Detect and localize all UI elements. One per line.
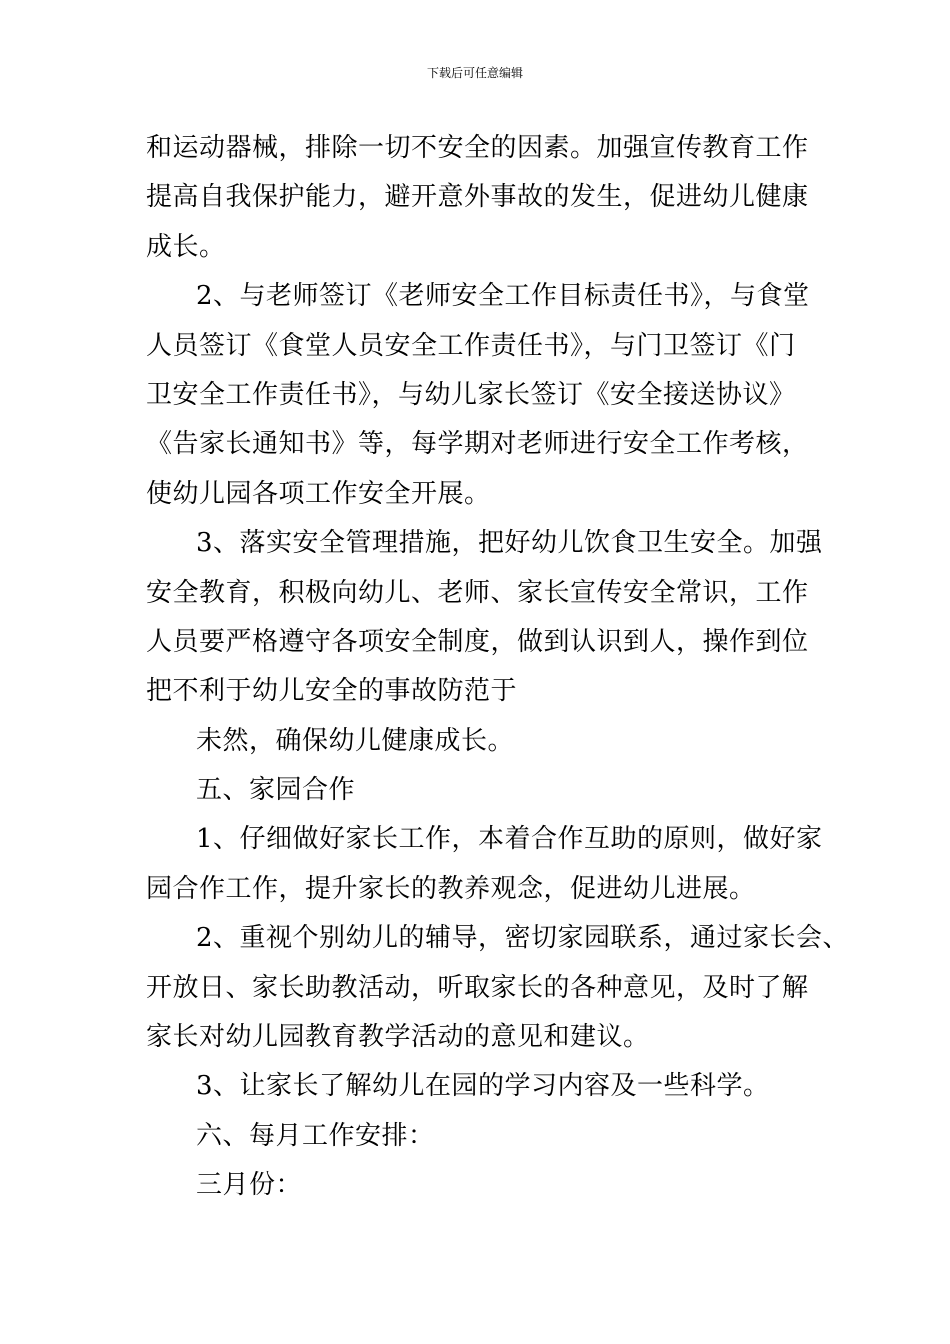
text-line: 成长。 xyxy=(146,231,226,262)
text-line: 开放日、家长助教活动，听取家长的各种意见，及时了解 xyxy=(146,972,809,1003)
text-line: 园合作工作，提升家长的教养观念，促进幼儿进展。 xyxy=(146,873,756,904)
text-line: 《告家长通知书》等，每学期对老师进行安全工作考核， xyxy=(146,429,809,460)
paragraph-item-2: 2、与老师签订《老师安全工作目标责任书》，与食堂 xyxy=(196,281,810,312)
text-line: 使幼儿园各项工作安全开展。 xyxy=(146,478,491,509)
paragraph-item-3: 3、让家长了解幼儿在园的学习内容及一些科学。 xyxy=(196,1071,770,1102)
text-line: 卫安全工作责任书》，与幼儿家长签订《安全接送协议》 xyxy=(146,379,796,410)
month-heading: 三月份： xyxy=(196,1170,303,1201)
section-heading-5: 五、家园合作 xyxy=(196,775,356,806)
text-line: 未然，确保幼儿健康成长。 xyxy=(196,725,515,756)
paragraph-item-1: 1、仔细做好家长工作，本着合作互助的原则，做好家 xyxy=(196,824,823,855)
paragraph-item-2: 2、重视个别幼儿的辅导，密切家园联系，通过家长会、 xyxy=(196,923,850,954)
text-line: 提高自我保护能力，避开意外事故的发生，促进幼儿健康 xyxy=(146,182,809,213)
document-body xyxy=(146,124,850,1211)
text-line: 人员要严格遵守各项安全制度，做到认识到人，操作到位 xyxy=(146,626,809,657)
section-heading-6: 六、每月工作安排： xyxy=(196,1120,435,1151)
text-line: 和运动器械，排除一切不安全的因素。加强宣传教育工作 xyxy=(146,133,809,163)
paragraph-item-3: 3、落实安全管理措施，把好幼儿饮食卫生安全。加强 xyxy=(196,528,823,559)
text-line: 把不利于幼儿安全的事故防范于 xyxy=(146,676,518,707)
text-line: 家长对幼儿园教育教学活动的意见和建议。 xyxy=(146,1022,650,1053)
text-line: 安全教育，积极向幼儿、老师、家长宣传安全常识，工作 xyxy=(146,577,809,608)
page-header: 下载后可任意编辑 xyxy=(426,66,523,80)
text-line: 人员签订《食堂人员安全工作责任书》，与门卫签订《门 xyxy=(146,330,796,361)
